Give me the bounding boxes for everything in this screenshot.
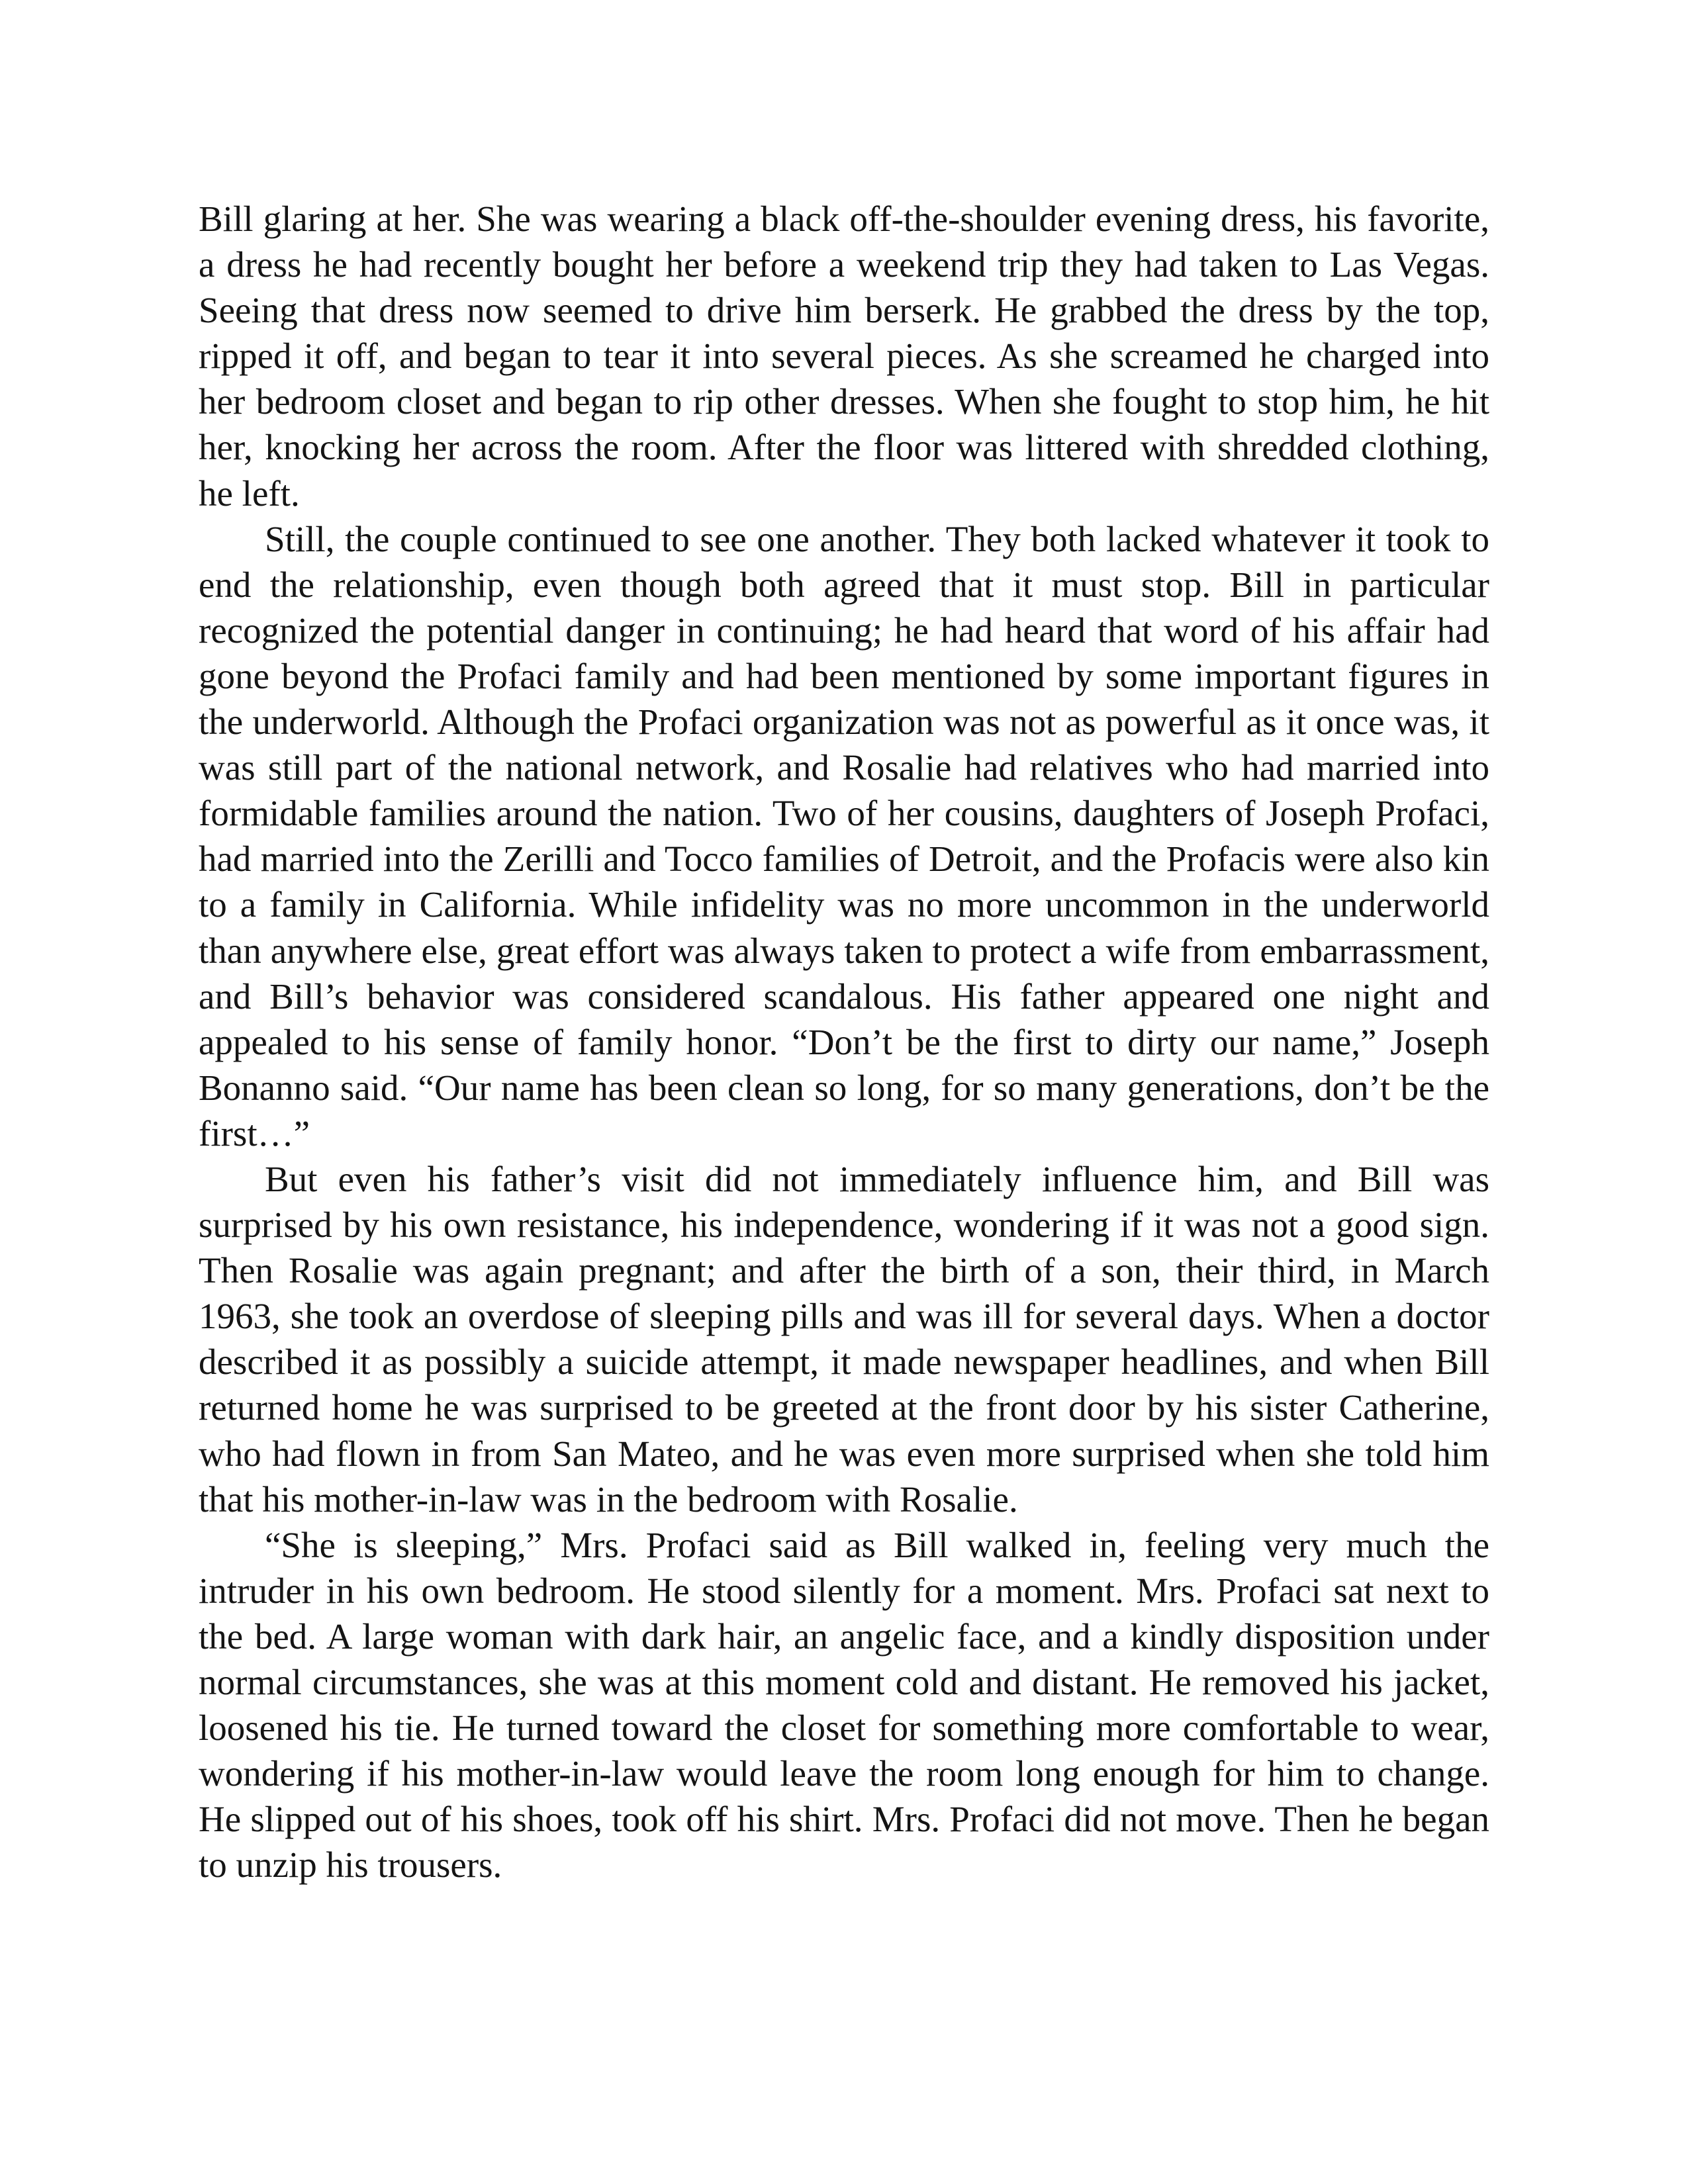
body-text: [199, 196, 1489, 1888]
paragraph-4: “She is sleeping,” Mrs. Profaci said as Bill walked in, feeling very much the intruder in his own bedroom. He stood silently for a moment. Mrs. Profaci sat next to the bed. A large woman with dark hair, an angelic face, and a kindly disposition under normal circumstances, she was at this moment cold and distant. He removed his jacket, loosened his tie. He turned toward the closet for something more comfortable to wear, wondering if his mother-in-law would leave the room long enough for him to change. He slipped out of his shoes, took off his shirt. Mrs. Profaci did not move. Then he began to unzip his trousers.: [199, 1524, 1489, 1886]
paragraph-1: Bill glaring at her. She was wearing a black off-the-shoulder evening dress, his favorite, a dress he had recently bought her before a weekend trip they had taken to Las Vegas. Seeing that dress now seemed to drive him berserk. He grabbed the dress by the top, ripped it off, and began to tear it into several pieces. As she screamed he charged into her bedroom closet and began to rip other dresses. When she fought to stop him, he hit her, knocking her across the room. After the floor was littered with shredded clothing, he left.: [199, 199, 1489, 514]
paragraph-2: Still, the couple continued to see one another. They both lacked whatever it took to end the relationship, even though both agreed that it must stop. Bill in particular recognized the potential danger in continuing; he had heard that word of his affair had gone beyond the Profaci family and had been mentioned by some important figures in the underworld. Although the Profaci organization was not as powerful as it once was, it was still part of the national network, and Rosalie had relatives who had married into formidable families around the nation. Two of her cousins, daughters of Joseph Profaci, had married into the Zerilli and Tocco families of Detroit, and the Profacis were also kin to a family in California. While infidelity was no more uncommon in the underworld than anywhere else, great effort was always taken to protect a wife from embarrassment, and Bill’s behavior was considered scandalous. His father appeared one night and appealed to his sense of family honor. “Don’t be the first to dirty our name,” Joseph Bonanno said. “Our name has been clean so long, for so many generations, don’t be the first…”: [199, 518, 1489, 1154]
paragraph-3: But even his father’s visit did not immediately influence him, and Bill was surprised by his own resistance, his independence, wondering if it was not a good sign. Then Rosalie was again pregnant; and after the birth of a son, their third, in March 1963, she took an overdose of sleeping pills and was ill for several days. When a doctor described it as possibly a suicide attempt, it made newspaper headlines, and when Bill returned home he was surprised to be greeted at the front door by his sister Catherine, who had flown in from San Mateo, and he was even more surprised when she told him that his mother-in-law was in the bedroom with Rosalie.: [199, 1158, 1489, 1520]
